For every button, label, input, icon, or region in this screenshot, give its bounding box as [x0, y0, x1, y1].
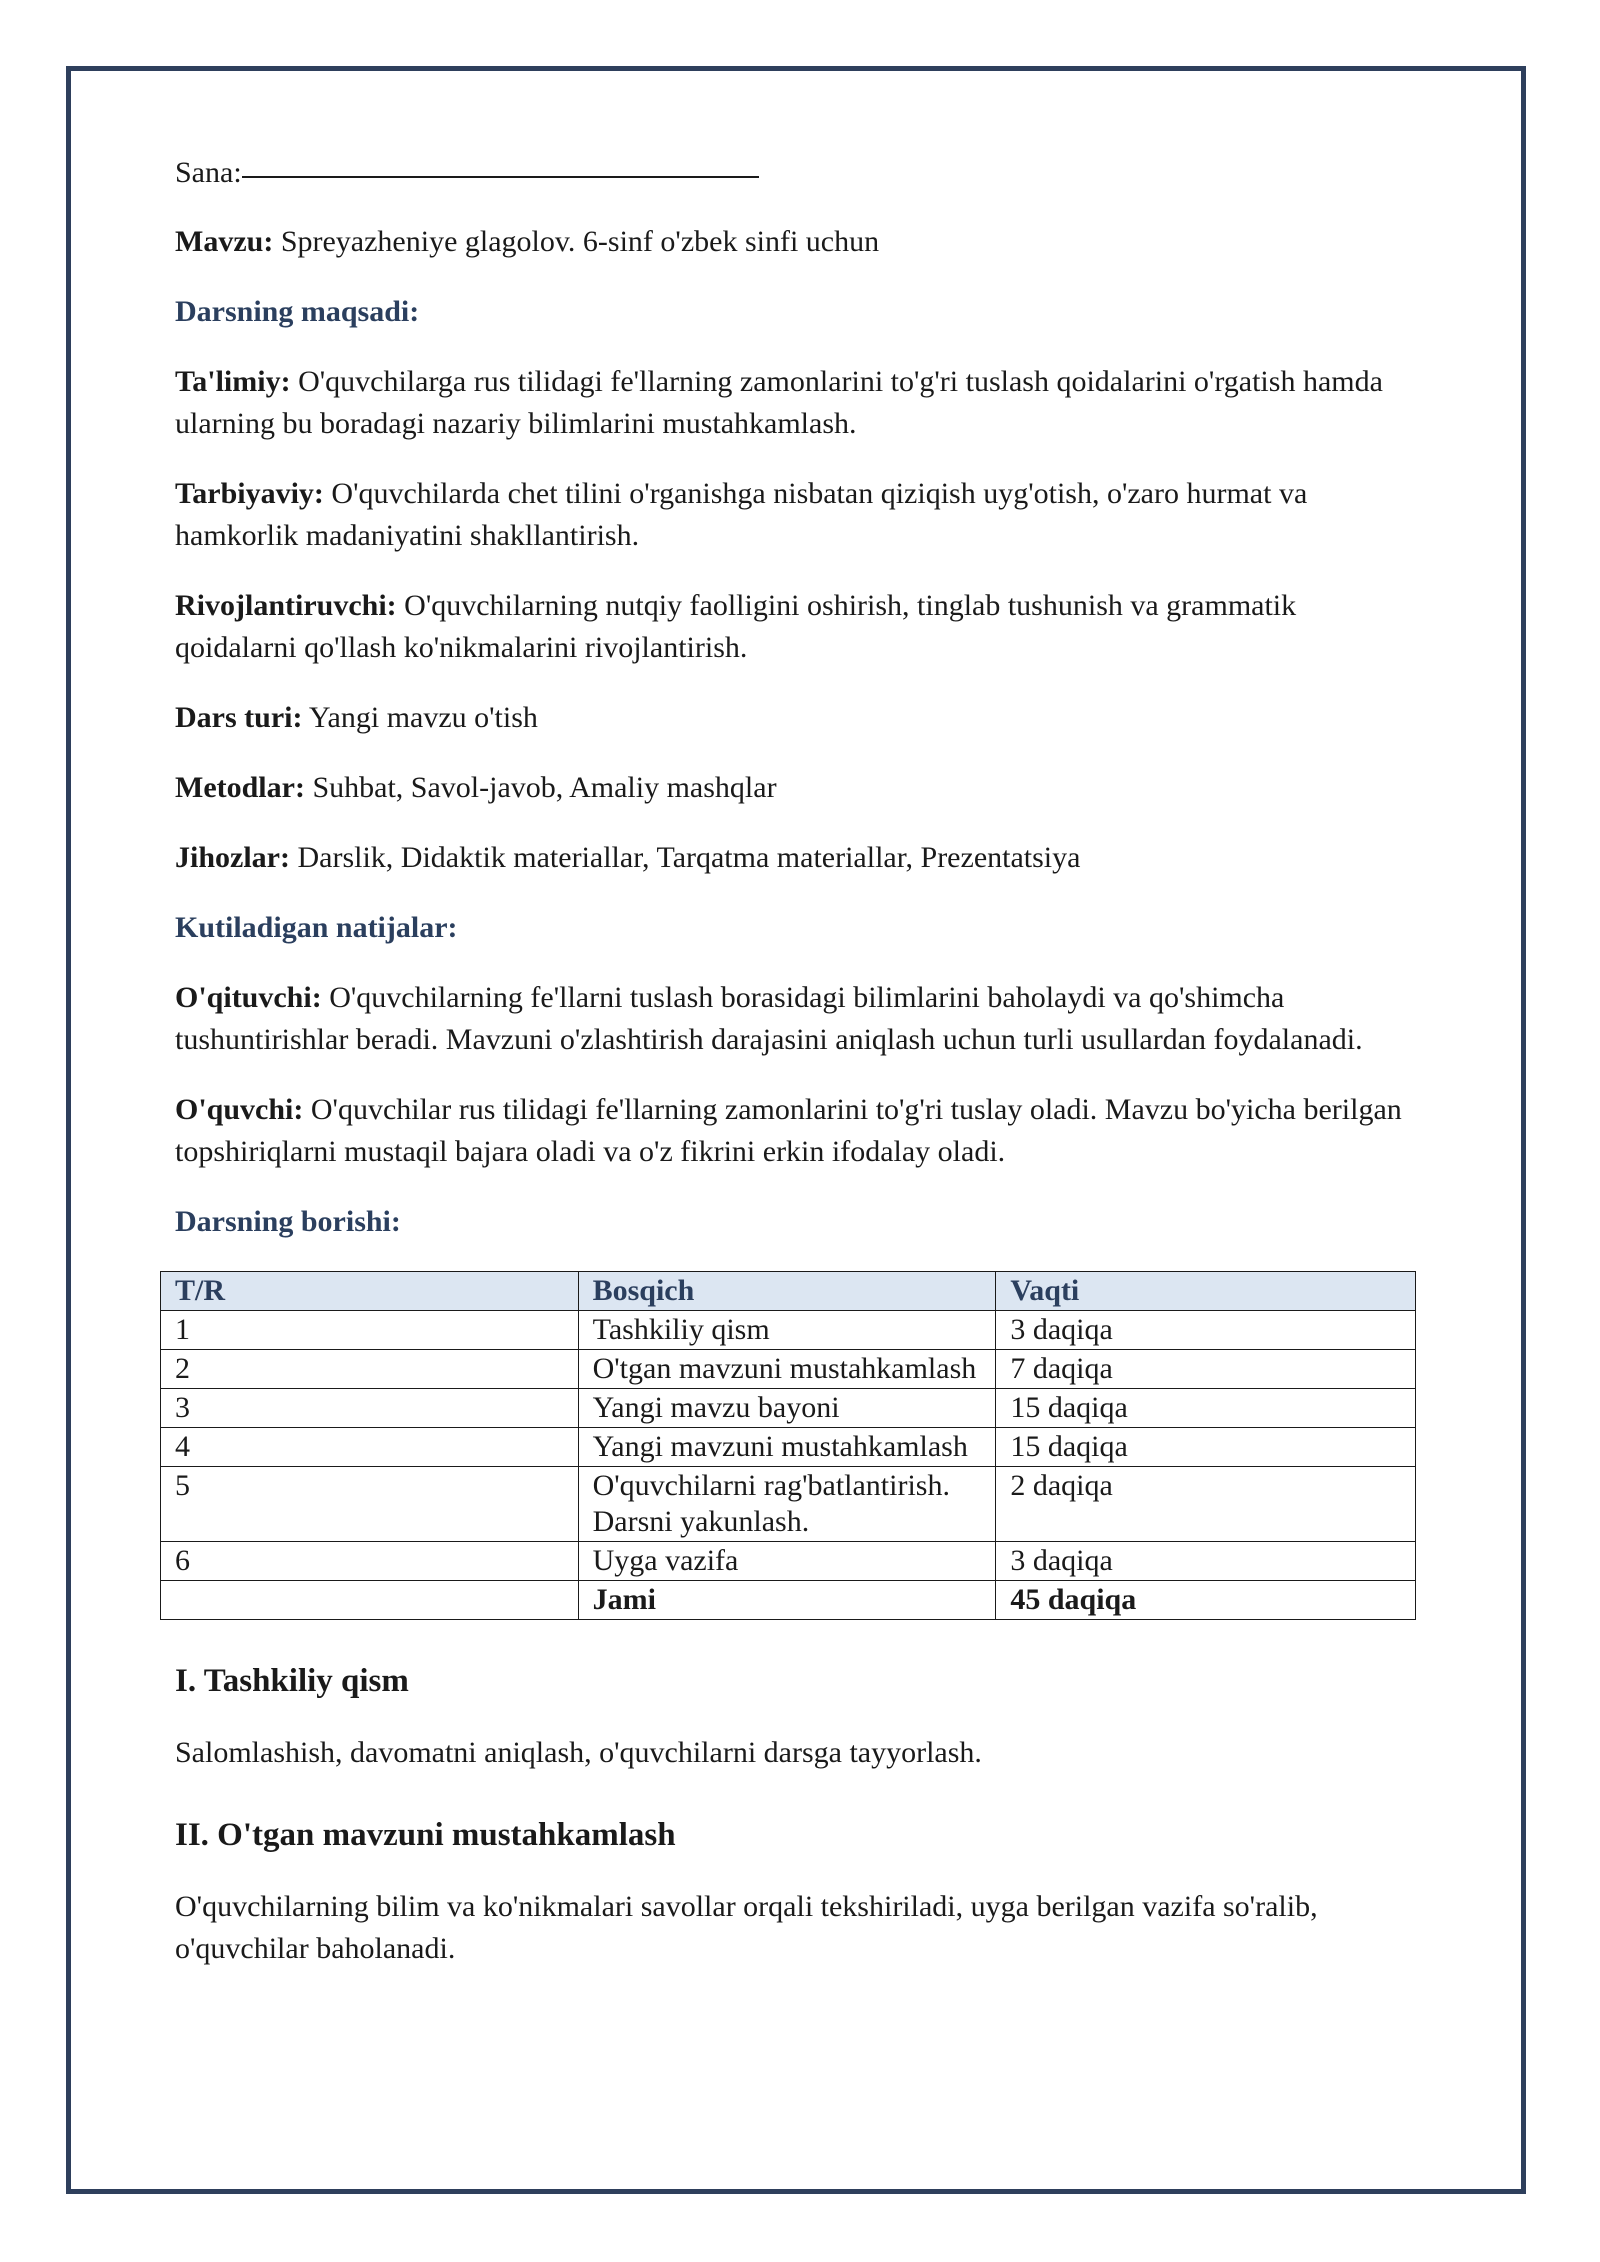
equipment-label: Jihozlar: [175, 841, 290, 874]
goal-label: Rivojlantiruvchi: [175, 589, 397, 622]
goal-upbringing [175, 473, 1415, 557]
column-header-time: Vaqti [996, 1272, 1416, 1311]
table-row [161, 1350, 1416, 1389]
progress-heading: Darsning borishi: [175, 1205, 401, 1238]
cell-stage: Yangi mavzuni mustahkamlash [578, 1428, 996, 1467]
outcomes-heading: Kutiladigan natijalar: [175, 911, 458, 944]
lesson-plan-table [160, 1271, 1416, 1620]
cell-total-time: 45 daqiqa [996, 1581, 1416, 1620]
cell-number: 5 [161, 1467, 579, 1542]
equipment-text: Darslik, Didaktik materiallar, Tarqatma materiallar, Prezentatsiya [297, 841, 1081, 874]
methods-label: Metodlar: [175, 771, 305, 804]
goal-text: O'quvchilarda chet tilini o'rganishga nisbatan qiziqish uyg'otish, o'zaro hurmat va hamkorlik madaniyatini shakllantirish. [175, 477, 1308, 552]
cell-number: 6 [161, 1542, 579, 1581]
equipment-line [175, 837, 1415, 879]
cell-time: 2 daqiqa [996, 1467, 1416, 1542]
methods-line [175, 767, 1415, 809]
topic-text: Spreyazheniye glagolov. 6-sinf o'zbek sinfi uchun [280, 225, 880, 258]
section-title-review: II. O'tgan mavzuni mustahkamlash [175, 1817, 676, 1853]
cell-number: 1 [161, 1311, 579, 1350]
outcome-teacher [175, 977, 1415, 1061]
cell-number: 3 [161, 1389, 579, 1428]
goal-text: O'quvchilarga rus tilidagi fe'llarning zamonlarini to'g'ri tuslash qoidalarini o'rgatish hamda ularning bu boradagi nazariy bilimlarini mustahkamlash. [175, 365, 1383, 440]
goals-heading: Darsning maqsadi: [175, 295, 420, 328]
goal-text: O'quvchilarning nutqiy faolligini oshirish, tinglab tushunish va grammatik qoidalarni qo'llash ko'nikmalarini rivojlantirish. [175, 589, 1297, 664]
column-header-stage: Bosqich [578, 1272, 996, 1311]
lesson-type-label: Dars turi: [175, 701, 303, 734]
table-row [161, 1389, 1416, 1428]
table-total-row [161, 1581, 1416, 1620]
topic-line [175, 221, 1415, 263]
methods-text: Suhbat, Savol-javob, Amaliy mashqlar [312, 771, 777, 804]
outcome-label: O'qituvchi: [175, 981, 322, 1014]
outcome-text: O'quvchilar rus tilidagi fe'llarning zamonlarini to'g'ri tuslay oladi. Mavzu bo'yicha berilgan topshiriqlarni mustaqil bajara oladi va o'z fikrini erkin ifodalay oladi. [175, 1093, 1402, 1168]
table-row [161, 1428, 1416, 1467]
cell-total-label: Jami [578, 1581, 996, 1620]
cell-stage: Yangi mavzu bayoni [578, 1389, 996, 1428]
cell-stage: Uyga vazifa [578, 1542, 996, 1581]
table-row [161, 1542, 1416, 1581]
section-text-organizational: Salomlashish, davomatni aniqlash, o'quvchilarni darsga tayyorlash. [175, 1736, 982, 1769]
date-label: Sana: [175, 156, 242, 189]
goal-educational [175, 361, 1415, 445]
section-text-review: O'quvchilarning bilim va ko'nikmalari savollar orqali tekshiriladi, uyga berilgan vazifa so'ralib, o'quvchilar baholanadi. [175, 1890, 1318, 1965]
table-header-row [161, 1272, 1416, 1311]
goal-label: Ta'limiy: [175, 365, 291, 398]
cell-stage: O'quvchilarni rag'batlantirish. Darsni yakunlash. [578, 1467, 996, 1542]
cell-number: 4 [161, 1428, 579, 1467]
cell-time: 3 daqiqa [996, 1542, 1416, 1581]
goal-label: Tarbiyaviy: [175, 477, 324, 510]
document-body [175, 150, 1415, 1998]
cell-stage: Tashkiliy qism [578, 1311, 996, 1350]
date-blank [242, 146, 759, 178]
goal-developmental [175, 585, 1415, 669]
outcome-text: O'quvchilarning fe'llarni tuslash borasidagi bilimlarini baholaydi va qo'shimcha tushuntirishlar beradi. Mavzuni o'zlashtirish darajasini aniqlash uchun turli usullardan foydalanadi. [175, 981, 1363, 1056]
cell-time: 15 daqiqa [996, 1389, 1416, 1428]
outcome-label: O'quvchi: [175, 1093, 304, 1126]
cell-number: 2 [161, 1350, 579, 1389]
table-row [161, 1311, 1416, 1350]
table-row [161, 1467, 1416, 1542]
column-header-number: T/R [161, 1272, 579, 1311]
cell-total-empty [161, 1581, 579, 1620]
cell-time: 3 daqiqa [996, 1311, 1416, 1350]
lesson-type-line [175, 697, 1415, 739]
outcome-student [175, 1089, 1415, 1173]
section-title-organizational: I. Tashkiliy qism [175, 1663, 409, 1699]
lesson-type-text: Yangi mavzu o'tish [308, 701, 538, 734]
cell-time: 7 daqiqa [996, 1350, 1416, 1389]
topic-label: Mavzu: [175, 225, 274, 258]
cell-time: 15 daqiqa [996, 1428, 1416, 1467]
date-line [175, 150, 1415, 194]
cell-stage: O'tgan mavzuni mustahkamlash [578, 1350, 996, 1389]
